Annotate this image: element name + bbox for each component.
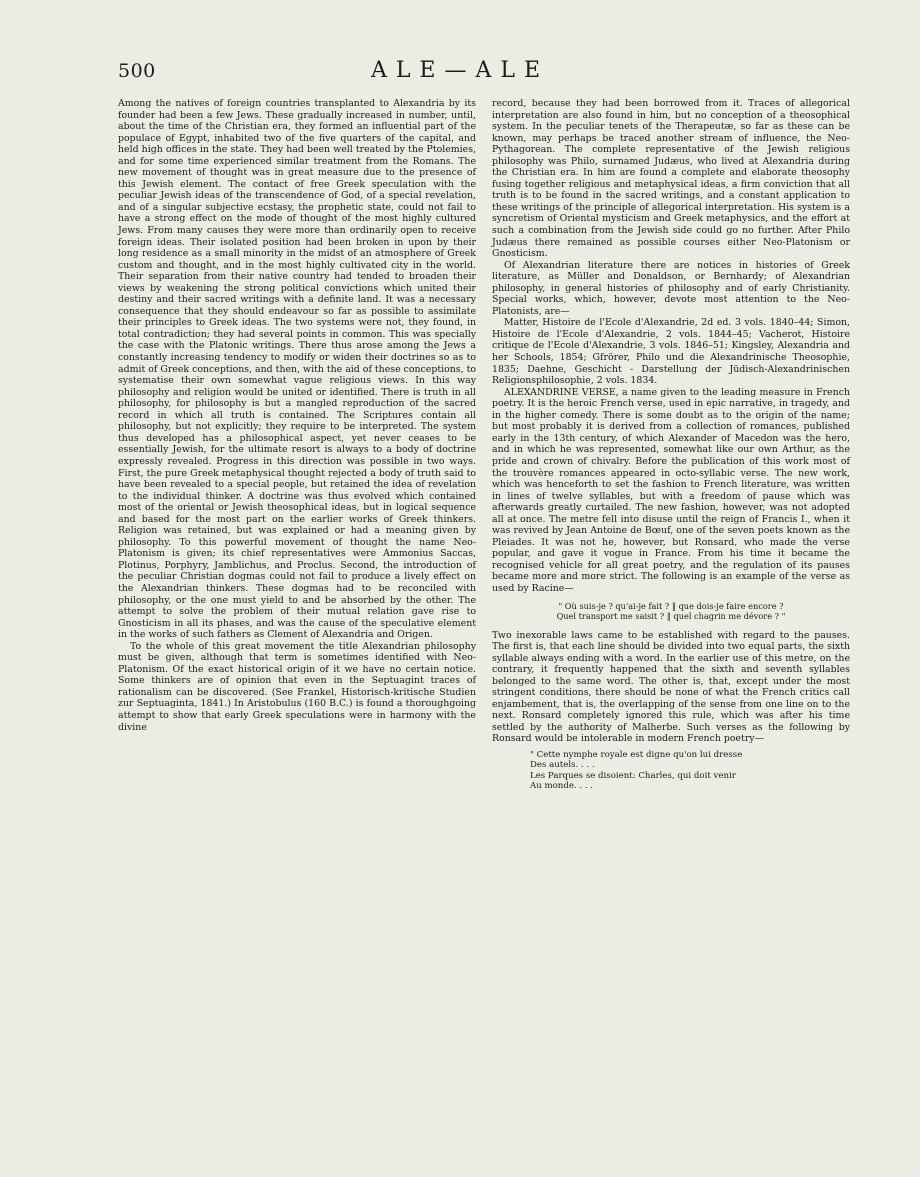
ronsard-quote-line: " Cette nymphe royale est digne qu'on lui dresse: [530, 749, 743, 760]
paragraph-alexandrian-jews: Among the natives of foreign countries transplanted to Alexandria by its founder had been a few Jews. These gradually increased in number, until, about the time of the Christian era, they formed an influential part of the populace of Egypt, inhabited two of the five quarters of the capital, and held high offices in the state. They had been well treated by the Ptolemies, and for some time experienced similar treatment from the Romans. The new movement of thought was in great measure due to the presence of this Jewish element. The contact of free Greek speculation with the peculiar Jewish ideas of the transcendence of God, of a special revelation, and of a singular subjective ecstasy, the prophetic state, could not fail to have a strong effect on the mode of thought of the most highly cultured Jews. From many causes they were more than ordinarily open to receive foreign ideas. Their isolated position had been broken in upon by their long residence as a small minority in the midst of an atmosphere of Greek custom and thought, and in the most highly cultivated city in the world. Their separation from their native country had tended to broaden their views by weakening the strong political convictions which united their destiny and their sacred writings with a definite land. It was a necessary consequence that they should endeavour so far as possible to assimilate their principles to Greek ideas. The two systems were not, they found, in total contradiction; they had several points in common. This was specially the case with the Platonic writings. There thus arose among the Jews a constantly increasing tendency to modify or widen their doctrines so as to admit of Greek conceptions, and then, with the aid of these conceptions, to systematise their own somewhat vague religious views. In this way philosophy and religion would be united or identified. There is truth in all philosophy, for philosophy is but a mangled reproduction of the sacred record in which all truth is contained. The Scriptures contain all philosophy, but not explicitly; they require to be interpreted. The system thus developed has a philosophical aspect, yet never ceases to be essentially Jewish, for the ultimate resort is always to a body of doctrine expressly revealed. Progress in this direction was possible in two ways. First, the pure Greek metaphysical thought rejected a body of truth said to have been revealed to a special people, but retained the idea of revelation to the individual thinker. A doctrine was thus evolved which contained most of the oriental or Jewish theosophical ideas, but in logical sequence and based for the most part on the earlier works of Greek thinkers. Religion was retained, but was explained or had a meaning given by philosophy. To this powerful movement of thought the name Neo-Platonism is given; its chief representatives were Ammonius Saccas, Plotinus, Porphyry, Jamblichus, and Proclus. Second, the introduction of the peculiar Christian dogmas could not fail to produce a lively effect on the Alexandrian thinkers. These dogmas had to be reconciled with philosophy, or the one must yield to and be absorbed by the other. The attempt to solve the problem of their mutual relation gave rise to Gnosticism in all its phases, and was the cause of the speculative element in the works of such fathers as Clement of Alexandria and Origen.: [118, 98, 476, 641]
racine-quote: [492, 601, 850, 622]
paragraph-alexandrian-philosophy: To the whole of this great movement the title Alexandrian philosophy must be given, although that term is sometimes identified with Neo-Platonism. Of the exact historical origin of it we have no certain notice. Some thinkers are of opinion that even in the Septuagint traces of rationalism can be discovered. (See Frankel, Historisch-kritische Studien zur Septuaginta, 1841.) In Aristobulus (160 B.C.) is found a thoroughgoing attempt to show that early Greek speculations were in harmony with the divine: [118, 640, 476, 733]
right-column: [492, 98, 850, 792]
paragraph-philo: record, because they had been borrowed from it. Traces of allegorical interpretation are also found in him, but no conception of a theosophical system. In the peculiar tenets of the Therapeutæ, so far as these can be known, may perhaps be traced another stream of influence, the Neo-Pythagorean. The complete representative of the Jewish religious philosophy was Philo, surnamed Judæus, who lived at Alexandria during the Christian era. In him are found a complete and elaborate theosophy fusing together religious and metaphysical ideas, a firm conviction that all truth is to be found in the sacred writings, and a constant application to these writings of the principle of allegorical interpretation. His system is a syncretism of Oriental mysticism and Greek metaphysics, and the effort at such a combination from the Jewish side could go no further. After Philo Judæus there remained as possible courses either Neo-Platonism or Gnosticism.: [492, 98, 850, 260]
paragraph-bibliography: Matter, Histoire de l'Ecole d'Alexandrie, 2d ed. 3 vols. 1840–44; Simon, Histoire de l'Ecole d'Alexandrie, 2 vols. 1844–45; Vacherot, Histoire critique de l'Ecole d'Alexandrie, 3 vols. 1846–51; Kingsley, Alexandria and her Schools, 1854; Gfrörer, Philo und die Alexandrinische Theosophie, 1835; Daehne, Geschicht - Darstellung der Jüdisch-Alexandrinischen Religionsphilosophie, 2 vols. 1834.: [492, 317, 850, 387]
ronsard-quote: [530, 750, 850, 792]
left-column: [118, 98, 476, 733]
racine-quote-line: " Où suis-je ? qu'ai-je fait ? ‖ que dois-je faire encore ?: [558, 600, 784, 611]
ronsard-quote-line: Les Parques se disoient: Charles, qui doit venir: [530, 770, 736, 781]
paragraph-pauses: Two inexorable laws came to be established with regard to the pauses. The first is, that each line should be divided into two equal parts, the sixth syllable always ending with a word. In the earlier use of this metre, on the contrary, it frequently happened that the sixth and seventh syllables belonged to the same word. The other is, that, except under the most stringent conditions, there should be none of what the French critics call enjambement, that is, the overlapping of the sense from one line on to the next. Ronsard completely ignored this rule, which was after his time settled by the authority of Malherbe. Such verses as the following by Ronsard would be intolerable in modern French poetry—: [492, 629, 850, 745]
ronsard-quote-line: Des autels. . . .: [530, 760, 595, 771]
paragraph-literature: Of Alexandrian literature there are notices in histories of Greek literature, as Müller and Donaldson, or Bernhardy; of Alexandrian philosophy, in general histories of philosophy and of early Christianity. Special works, which, however, devote most attention to the Neo-Platonists, are—: [492, 259, 850, 317]
paragraph-alexandrine-verse: ALEXANDRINE VERSE, a name given to the leading measure in French poetry. It is the heroic French verse, used in epic narrative, in tragedy, and in the higher comedy. There is some doubt as to the origin of the name; but most probably it is derived from a collection of romances, published early in the 13th century, of which Alexander of Macedon was the hero, and in which he was represented, somewhat like our own Arthur, as the pride and crown of chivalry. Before the publication of this work most of the trouvère romances appeared in octo-syllabic verse. The new work, which was henceforth to set the fashion to French literature, was written in lines of twelve syllables, but with a freedom of pause which was afterwards greatly curtailed. The new fashion, however, was not adopted all at once. The metre fell into disuse until the reign of Francis I., when it was revived by Jean Antoine de Bœuf, one of the seven poets known as the Pleiades. It was not he, however, but Ronsard, who made the verse popular, and gave it vogue in France. From his time it became the recognised vehicle for all great poetry, and the regulation of its pauses became more and more strict. The following is an example of the verse as used by Racine—: [492, 386, 850, 594]
running-head: ALE—ALE: [370, 58, 550, 83]
racine-quote-line: Quel transport me saisit ? ‖ quel chagrin me dévore ? ": [556, 611, 786, 622]
ronsard-quote-line: Au monde. . . .: [530, 781, 594, 792]
page-number: 500: [118, 60, 156, 82]
